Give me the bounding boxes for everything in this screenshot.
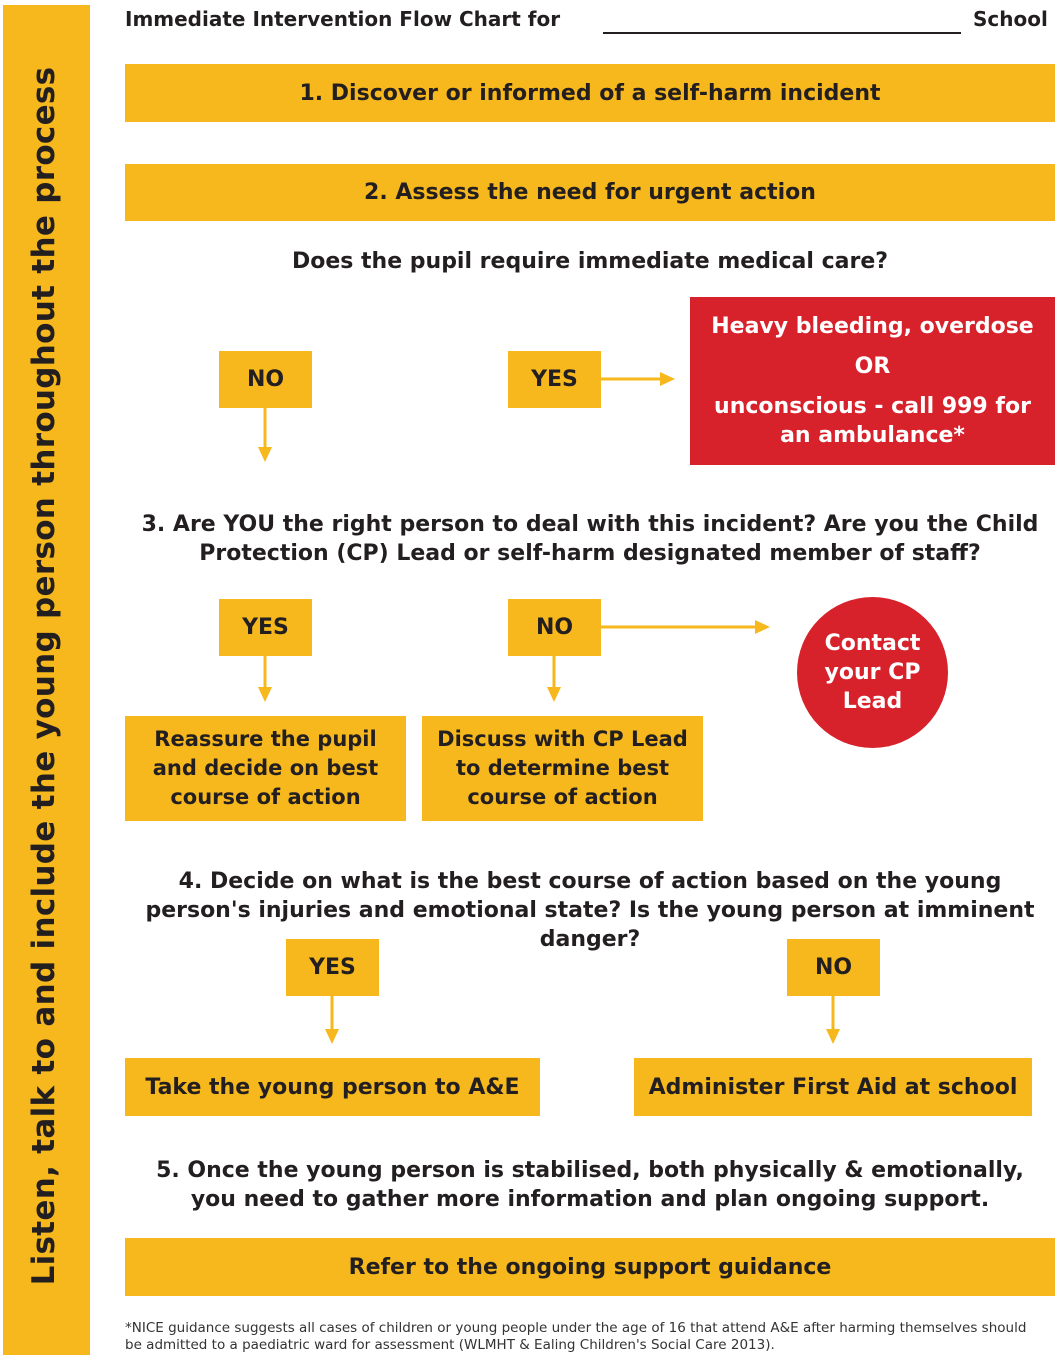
contact-cp-lead-circle: Contact your CP Lead xyxy=(797,597,948,748)
step-1-box: 1. Discover or informed of a self-harm incident xyxy=(125,64,1055,122)
arrowhead-q4-no xyxy=(826,1029,840,1044)
chart-title-suffix: School xyxy=(973,7,1048,31)
question-3: 3. Are YOU the right person to deal with this incident? Are you the Child Protection (CP) Lead or self-harm designated member of staff? xyxy=(141,512,1039,566)
question-4: 4. Decide on what is the best course of action based on the young person's injuries and emotional state? Is the young person at imminent danger? xyxy=(145,869,1035,952)
q3-no-box: NO xyxy=(508,599,601,656)
discuss-box: Discuss with CP Lead to determine best course of action xyxy=(422,716,703,821)
emergency-line-3: unconscious - call 999 for an ambulance* xyxy=(714,394,1031,448)
emergency-line-2: OR xyxy=(854,354,891,379)
first-aid-box: Administer First Aid at school xyxy=(634,1058,1032,1116)
arrowhead-q3-no xyxy=(547,687,561,702)
question-5: 5. Once the young person is stabilised, both physically & emotionally, you need to gather more information and plan ongoing support. xyxy=(156,1158,1024,1212)
emergency-line-1: Heavy bleeding, overdose xyxy=(711,314,1034,339)
question-1: Does the pupil require immediate medical care? xyxy=(291,249,889,274)
q4-no-box: NO xyxy=(787,939,880,996)
q3-yes-box: YES xyxy=(219,599,312,656)
arrowhead-q1-yes xyxy=(660,372,675,386)
step-2-box: 2. Assess the need for urgent action xyxy=(125,164,1055,221)
q1-yes-box: YES xyxy=(508,351,601,408)
ae-box: Take the young person to A&E xyxy=(125,1058,540,1116)
q1-no-box: NO xyxy=(219,351,312,408)
chart-title: Immediate Intervention Flow Chart for xyxy=(125,7,561,31)
arrowhead-q4-yes xyxy=(325,1029,339,1044)
refer-box: Refer to the ongoing support guidance xyxy=(125,1238,1055,1296)
arrowhead-q3-no-right xyxy=(755,620,770,634)
arrowhead-q3-yes xyxy=(258,687,272,702)
side-banner-text: Listen, talk to and include the young person throughout the process xyxy=(26,66,62,1286)
q4-yes-box: YES xyxy=(286,939,379,996)
footnote: *NICE guidance suggests all cases of children or young people under the age of 16 that attend A&E after harming themselves should be admitted to a paediatric ward for assessment (WLMHT & Ealing Children's Social Care 2013). xyxy=(125,1320,1027,1353)
arrowhead-q1-no xyxy=(258,447,272,462)
reassure-box: Reassure the pupil and decide on best course of action xyxy=(125,716,406,821)
